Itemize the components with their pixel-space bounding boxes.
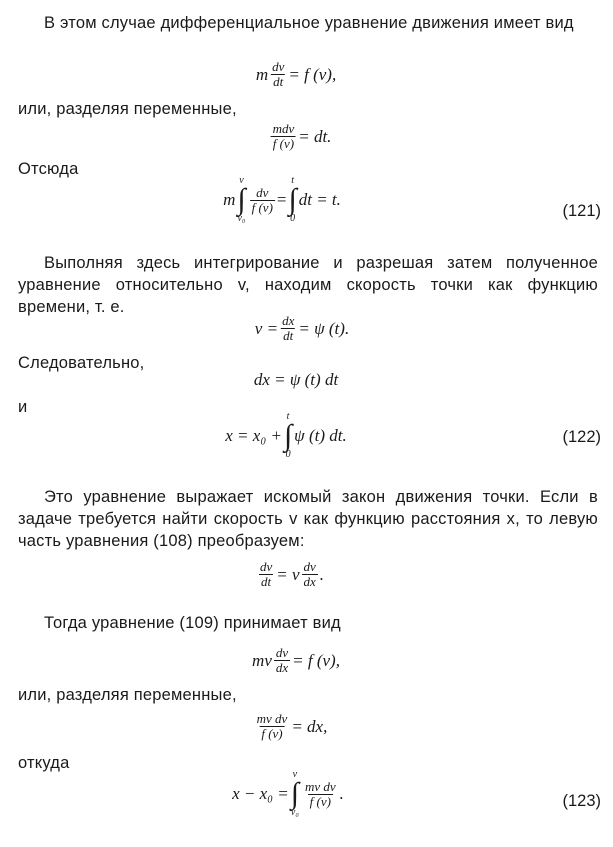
integral-sign: ∫ — [290, 777, 299, 810]
equation-number: (123) — [562, 792, 601, 810]
paragraph-separating-2: или, разделяя переменные, — [18, 686, 237, 704]
integral-0-t: t ∫ 0 — [283, 411, 293, 460]
eq-rhs: = dt. — [298, 126, 332, 146]
integral-sign: ∫ — [288, 183, 297, 216]
paragraph-hence: Отсюда — [18, 160, 79, 178]
fraction-dv-dt: $\frac{dv}{dt}$ — [259, 559, 273, 589]
paragraph-then: Тогда уравнение (109) принимает вид — [44, 614, 341, 632]
integral-0-t: t ∫ 0 — [288, 175, 297, 224]
eq-rhs: = f (v), — [288, 64, 337, 84]
paragraph-integrating: Выполняя здесь интегрирование и разрешая затем полученное уравнение относительно v, находим скорость точки как функцию времени, т. е. — [18, 254, 598, 316]
eq-mass: m — [223, 190, 236, 209]
integral-sign: ∫ — [283, 419, 293, 452]
textbook-page: В этом случае дифференциальное уравнение движения имеет вид m $\frac{dv}{dt}$ = f (v), или, разделяя переменные, $\frac{\text{mdv}}{f (v)}$ = dt. Отсюда m v ∫ v₀ $\frac{dv}{f (v)}$ = t ∫ 0 dt = t. (121) Выполняя здесь интегрирование и разрешая затем полученное уравнение относительно v, находим скорость точки как функцию времени, т. е. v = $\frac{dx}{dt}$ = ψ (t). Следовательно, dx = ψ (t) dt и x = x₀ + t ∫ 0 ψ (t) dt. (122) Это уравнение выражает искомый закон движения точки. Если в задаче требуется найти скорость v как функцию расстояния x, то левую часть уравнения (108) преобразуем: $\frac{dv}{dt}$ = v $\frac{dv}{dx}$ . Тогда уравнение (109) принимает вид mv $\frac{dv}{dx}$ = f (v), или, разделяя переменные, $\frac{\text{mv dv}}{f (v)}$ = dx, откуда x − x₀ = v ∫ v₀ $\frac{\text{mv dv}}{f (v)}$ . (123) — [18, 14, 601, 818]
fraction-dv-dt: $\frac{dv}{dt}$ — [272, 59, 285, 89]
paragraph-law-of-motion: Это уравнение выражает искомый закон движения точки. Если в задаче требуется найти скорость v как функцию расстояния x, то левую часть уравнения (108) преобразуем: — [18, 488, 598, 550]
fraction-dv-dx: $\frac{dv}{dx}$ — [303, 559, 316, 589]
equation-number: (122) — [562, 428, 601, 446]
fraction-mvdv-fv: $\frac{\text{mv dv}}{f (v)}$ — [304, 778, 336, 809]
integral-v0-v: v ∫ v₀ — [237, 175, 246, 224]
paragraph-consequently: Следовательно, — [18, 354, 145, 372]
integral-sign: ∫ — [237, 183, 246, 216]
paragraph-separating: или, разделяя переменные, — [18, 100, 237, 118]
fraction-dv-dx: $\frac{dv}{dx}$ — [275, 645, 289, 675]
paragraph-intro: В этом случае дифференциальное уравнение движения имеет вид — [44, 14, 574, 32]
paragraph-and: и — [18, 398, 28, 416]
fraction-mdv-fv: $\frac{\text{mdv}}{f (v)}$ — [272, 121, 295, 151]
equation-number: (121) — [562, 202, 601, 220]
integral-v0-v: v ∫ v₀ — [290, 769, 299, 818]
fraction-dv-fv: $\frac{dv}{f (v)}$ — [251, 184, 273, 215]
fraction-dx-dt: $\frac{dx}{dt}$ — [282, 313, 295, 343]
paragraph-whence: откуда — [18, 754, 70, 772]
eq-mass: m — [255, 64, 269, 84]
fraction-mvdv-fv: $\frac{\text{mv dv}}{f (v)}$ — [256, 711, 288, 741]
